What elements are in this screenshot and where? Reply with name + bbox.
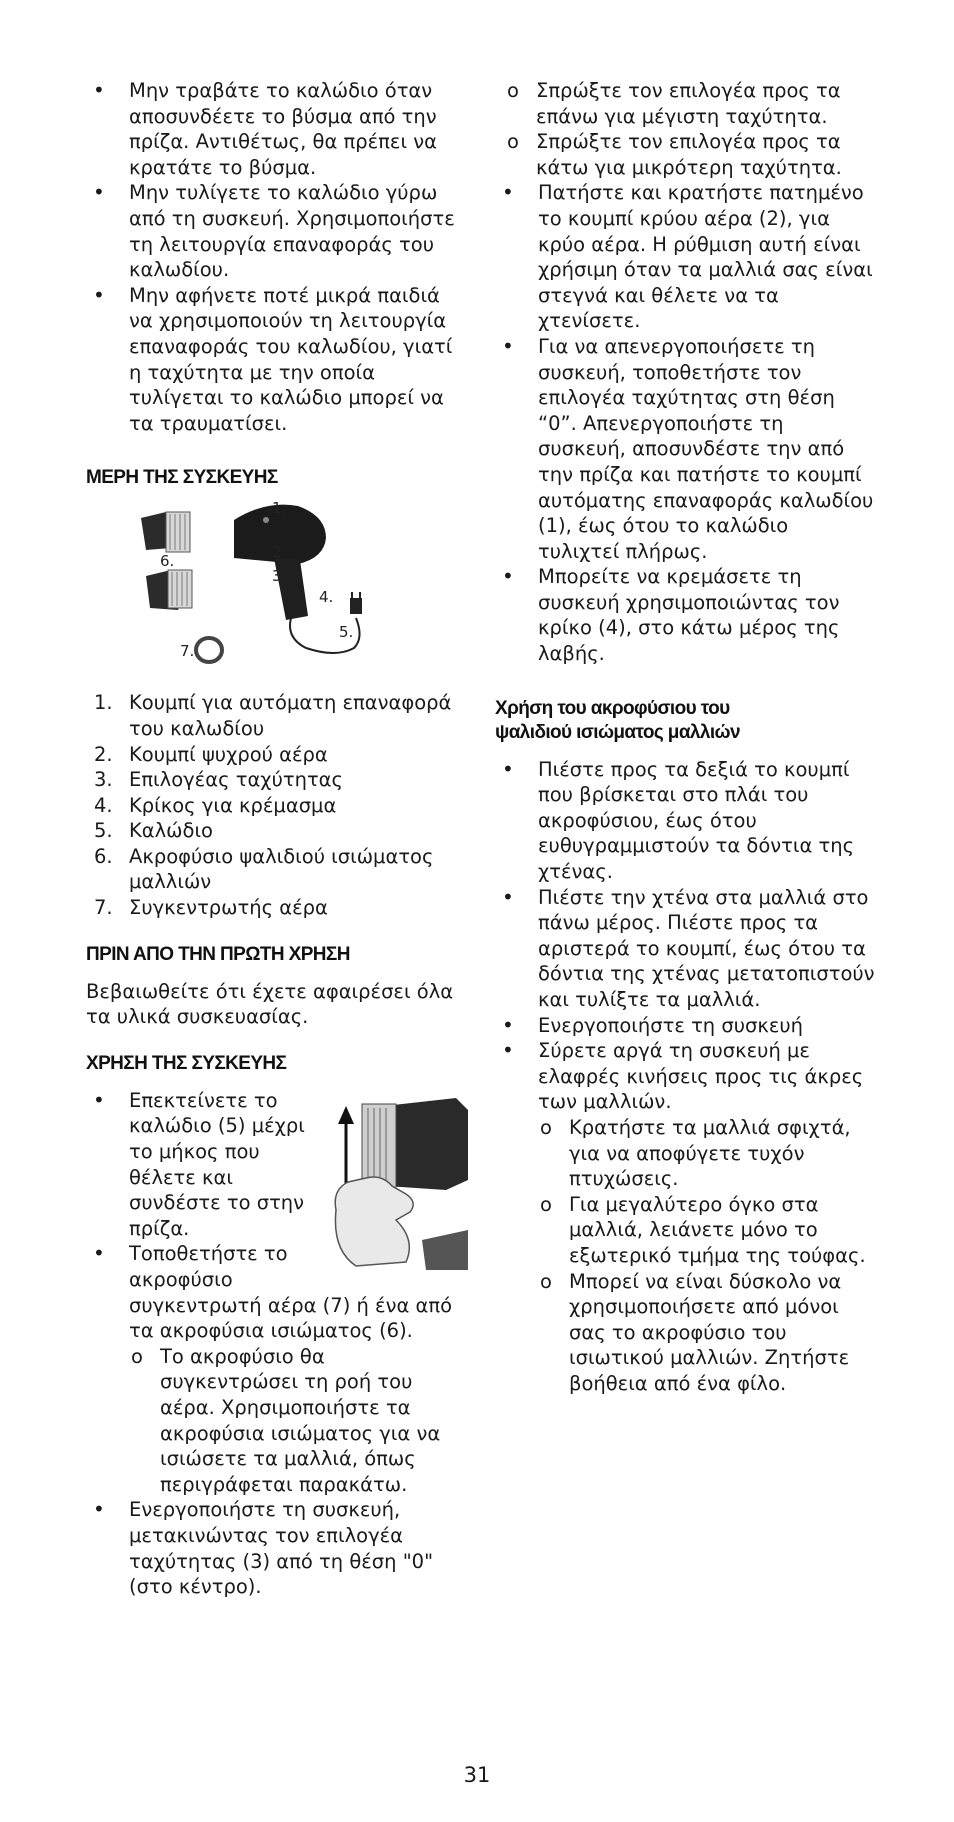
diagram-label-1: 1.: [272, 499, 287, 518]
before-first-use-text: Βεβαιωθείτε ότι έχετε αφαιρέσει όλα τα υλικά συσκευασίας.: [86, 979, 454, 1029]
diagram-label-6: 6.: [160, 552, 175, 571]
list-item: • Τοποθετήστε το ακροφύσιο συγκεντρωτή αέρα (7) ή ένα από τα ακροφύσια ισιώματος (6). o Το ακροφύσιο θα συγκεντρώσει τη ροή του αέρα. Χρησιμοποιήστε τα ακροφύσια ισιώματος για να ισιώσετε τα μαλλιά, όπως περιγράφεται παρακάτω.: [86, 1241, 456, 1497]
list-item: 4. Κρίκος για κρέμασμα: [94, 793, 337, 817]
parts-heading: ΜΕΡΗ ΤΗΣ ΣΥΣΚΕΥΗΣ: [86, 467, 278, 489]
nozzle-bullets: [495, 757, 875, 1397]
operation-bullets: [495, 180, 875, 666]
list-item: 7. Συγκεντρωτής αέρα: [94, 896, 328, 920]
speed-sub-bullets: [495, 78, 875, 180]
list-item: 2. Κουμπί ψυχρού αέρα: [94, 742, 328, 766]
list-item: • Πιέστε προς τα δεξιά το κουμπί που βρίσκεται στο πλάι του ακροφύσιου, έως ότου ευθυγραμμιστούν τα δόντια της χτένας.: [495, 757, 875, 885]
list-item: 3. Επιλογέας ταχύτητας: [94, 768, 343, 792]
list-item: • Σύρετε αργά τη συσκευή με ελαφρές κινήσεις προς τις άκρες των μαλλιών. o Κρατήστε τα μαλλιά σφιχτά, για να αποφύγετε τυχόν πτυχώσεις. o Για μεγαλύτερο όγκο στα μαλλιά, λειάνετε μόνο το εξωτερικό τμήμα της τούφας. o Μπορεί να είναι δύσκολο να χρησιμοποιήσετε από μόνοι σας το ακροφύσιο του ισιωτικού μαλλιών. Ζητήστε βοήθεια από ένα φίλο.: [495, 1038, 875, 1396]
hair-dryer-illustration: [86, 498, 386, 678]
parts-list: [86, 690, 456, 920]
diagram-label-3: 3.: [272, 567, 287, 586]
list-item: 6. Ακροφύσιο ψαλιδιού ισιώματος μαλλιών: [94, 844, 434, 894]
diagram-label-7: 7.: [180, 642, 195, 661]
sub-list-item: o Το ακροφύσιο θα συγκεντρώσει τη ροή του αέρα. Χρησιμοποιήστε τα ακροφύσια ισιώματος για να ισιώσετε τα μαλλιά, όπως περιγράφεται παρακάτω.: [129, 1344, 456, 1498]
page-number: 31: [463, 1763, 491, 1787]
right-column: [495, 78, 875, 1397]
list-item: • Για να απενεργοποιήσετε τη συσκευή, τοποθετήστε τον επιλογέα ταχύτητας στη θέση “0”. Απενεργοποιήστε τη συσκευή, αποσυνδέστε την από την πρίζα και πατήστε το κουμπί αυτόματης επαναφοράς καλωδίου (1), έως ότου το καλώδιο τυλιχτεί πλήρως.: [495, 334, 875, 564]
list-item: 5. Καλώδιο: [94, 819, 213, 843]
sub-list-item: o Μπορεί να είναι δύσκολο να χρησιμοποιήσετε από μόνοι σας το ακροφύσιο του ισιωτικού μαλλιών. Ζητήστε βοήθεια από ένα φίλο.: [538, 1269, 875, 1397]
list-item: • Μην τραβάτε το καλώδιο όταν αποσυνδέετε το βύσμα από την πρίζα. Αντιθέτως, θα πρέπει να κρατάτε το βύσμα.: [86, 78, 456, 180]
safety-bullets: [86, 78, 456, 436]
nozzle-usage-heading: Χρήση του ακροφύσιου του ψαλιδιού ισιώματος μαλλιών: [495, 697, 740, 743]
list-item: • Μπορείτε να κρεμάσετε τη συσκευή χρησιμοποιώντας τον κρίκο (4), στο κάτω μέρος της λαβής.: [495, 564, 875, 666]
left-column: [86, 78, 456, 1600]
sub-list-item: o Για μεγαλύτερο όγκο στα μαλλιά, λειάνετε μόνο το εξωτερικό τμήμα της τούφας.: [538, 1192, 875, 1269]
diagram-label-5: 5.: [339, 623, 354, 642]
list-item: • Μην αφήνετε ποτέ μικρά παιδιά να χρησιμοποιούν τη λειτουργία επαναφοράς του καλωδίου, γιατί η ταχύτητα με την οποία τυλίγεται το καλώδιο μπορεί να τα τραυματίσει.: [86, 283, 456, 437]
list-item: • Ενεργοποιήστε τη συσκευή, μετακινώντας τον επιλογέα ταχύτητας (3) από τη θέση "0" (στο κέντρο).: [86, 1497, 456, 1599]
parts-diagram: [86, 498, 386, 678]
list-item: 1. Κουμπί για αυτόματη επαναφορά του καλωδίου: [94, 691, 452, 740]
before-first-use-heading: ΠΡΙΝ ΑΠΟ ΤΗΝ ΠΡΩΤΗ ΧΡΗΣΗ: [86, 943, 350, 965]
diagram-label-2: 2.: [272, 543, 287, 562]
straightener-nozzle-icon: [141, 512, 190, 552]
usage-heading: ΧΡΗΣΗ ΤΗΣ ΣΥΣΚΕΥΗΣ: [86, 1052, 287, 1074]
straightener-nozzle-icon: [146, 570, 192, 610]
concentrator-ring-icon: [196, 638, 222, 662]
sub-list-item: o Σπρώξτε τον επιλογέα προς τα επάνω για μέγιστη ταχύτητα.: [505, 78, 875, 129]
list-item: • Πατήστε και κρατήστε πατημένο το κουμπί κρύου αέρα (2), για κρύο αέρα. Η ρύθμιση αυτή είναι χρήσιμη όταν τα μαλλιά σας είναι στεγνά και θέλετε να τα χτενίσετε.: [495, 180, 875, 334]
list-item: • Ενεργοποιήστε τη συσκευή: [495, 1013, 875, 1039]
list-item: • Πιέστε την χτένα στα μαλλιά στο πάνω μέρος. Πιέστε προς τα αριστερά το κουμπί, έως ότου τα δόντια της χτένας μετατοπιστούν και τυλίξτε τα μαλλιά.: [495, 885, 875, 1013]
sub-list-item: o Σπρώξτε τον επιλογέα προς τα κάτω για μικρότερη ταχύτητα.: [505, 129, 875, 180]
list-item: • Μην τυλίγετε το καλώδιο γύρω από τη συσκευή. Χρησιμοποιήστε τη λειτουργία επαναφοράς του καλωδίου.: [86, 180, 456, 282]
list-item: • Επεκτείνετε το καλώδιο (5) μέχρι το μήκος που θέλετε και συνδέστε το στην πρίζα.: [86, 1088, 456, 1242]
usage-bullets: [86, 1088, 456, 1600]
sub-list-item: o Κρατήστε τα μαλλιά σφιχτά, για να αποφύγετε τυχόν πτυχώσεις.: [538, 1115, 875, 1192]
diagram-label-4: 4.: [319, 588, 334, 607]
